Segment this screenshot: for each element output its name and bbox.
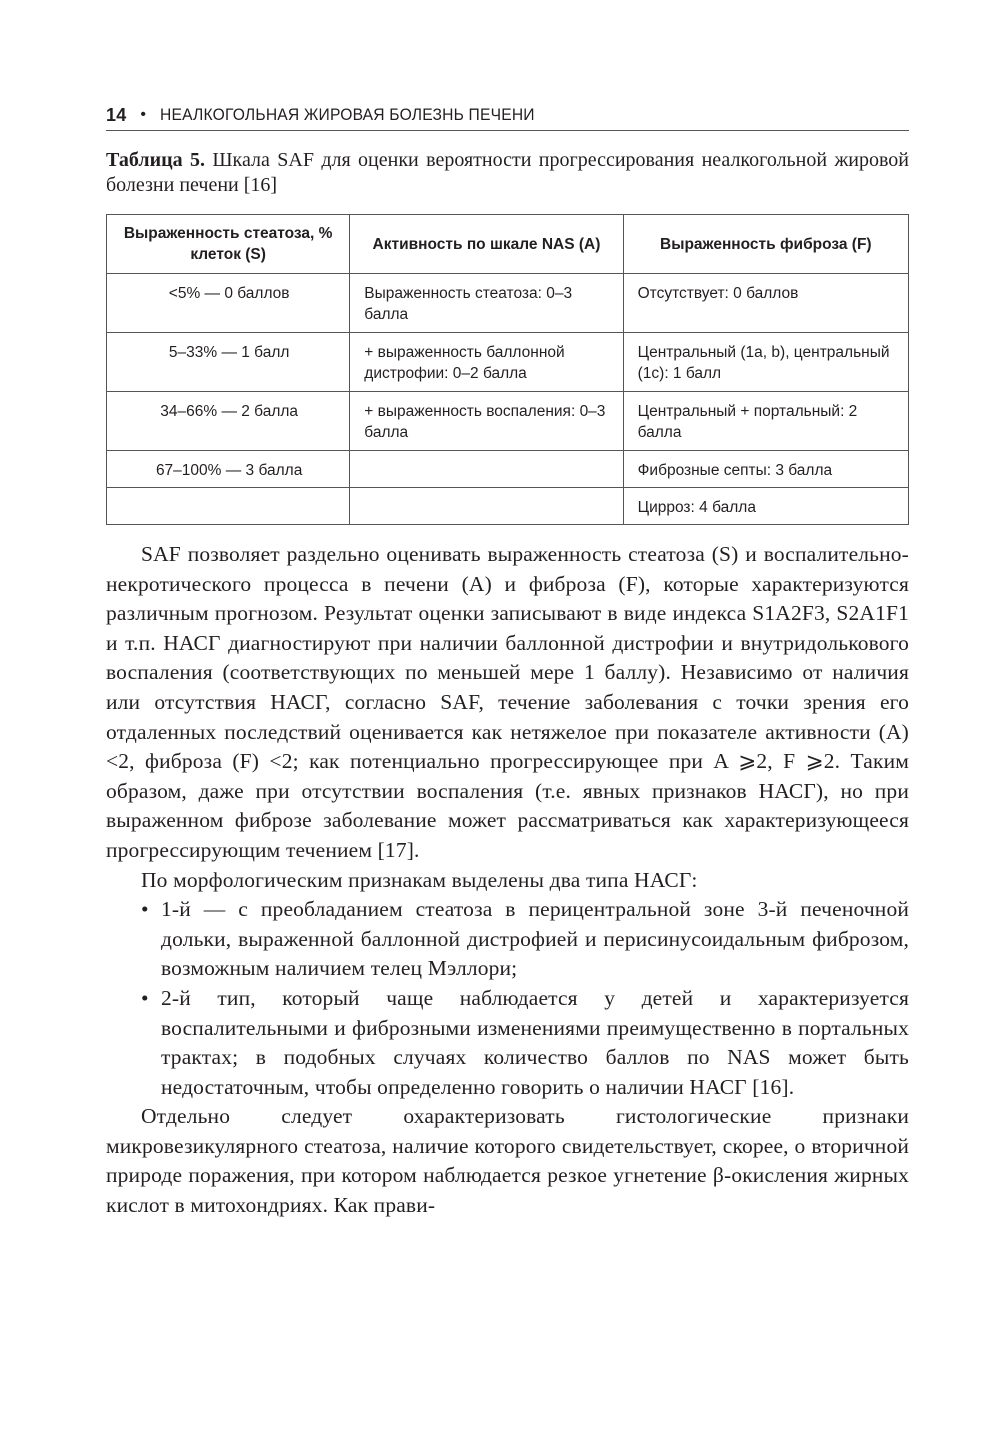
table-cell (350, 451, 623, 488)
table-cell: Цирроз: 4 балла (623, 488, 908, 525)
table-row (107, 451, 909, 488)
saf-table (106, 214, 909, 525)
table-cell: Центральный + портальный: 2 балла (623, 392, 908, 451)
paragraph-nash-types-intro: По морфологическим признакам выделены два типа НАСГ: (141, 867, 698, 892)
table-cell (350, 488, 623, 525)
paragraph-saf-description: SAF позволяет раздельно оценивать выраженность стеатоза (S) и воспалительно-некротического процесса в печени (A) и фиброза (F), которые характеризуются различным прогнозом. Результат оценки записывают в виде индекса S1A2F3, S2A1F1 и т.п. НАСГ диагностируют при наличии баллонной дистрофии и внутридолькового воспаления (соответствующих по меньшей мере 1 баллу). Независимо от наличия или отсутствия НАСГ, согласно SAF, течение заболевания с точки зрения его отдаленных последствий оценивается как нетяжелое при показателе активности (A) <2, фиброза (F) <2; как потенциально прогрессирующее при A ⩾2, F ⩾2. Таким образом, даже при отсутствии воспаления (т.е. явных признаков НАСГ), но при выраженном фиброзе заболевание может рассматриваться как характеризующееся прогрессирующим течением [17]. (106, 542, 909, 862)
bullet-icon: • (141, 985, 149, 1010)
table-cell: + выраженность баллонной дистрофии: 0–2 балла (350, 333, 623, 392)
list-item (106, 984, 909, 1102)
table-row (107, 333, 909, 392)
column-header-steatosis: Выраженность стеатоза, % клеток (S) (107, 215, 350, 274)
table-row (107, 274, 909, 333)
table-row (107, 392, 909, 451)
page-number: 14 (106, 104, 127, 125)
table-header-row (107, 215, 909, 274)
table-cell: 67–100% — 3 балла (107, 451, 350, 488)
column-header-fibrosis: Выраженность фиброза (F) (623, 215, 908, 274)
nash-types-list (106, 895, 909, 1102)
table-cell: Центральный (1a, b), центральный (1c): 1 балл (623, 333, 908, 392)
table-cell: 34–66% — 2 балла (107, 392, 350, 451)
list-item-text: 2-й тип, который чаще наблюдается у детей и характеризуется воспалительными и фиброзными изменениями преимущественно в портальных трактах; в подобных случаях количество баллов по NAS может быть недостаточным, чтобы определенно говорить о наличии НАСГ [16]. (161, 985, 909, 1099)
bullet-icon: • (141, 897, 149, 922)
table-cell (107, 488, 350, 525)
paragraph-microvesicular-steatosis: Отдельно следует охарактеризовать гистологические признаки микровезикулярного стеатоза, наличие которого свидетельствует, скорее, о вторичной природе поражения, при котором наблюдается резкое угнетение β-окисления жирных кислот в митохондриях. Как прави- (106, 1104, 909, 1218)
table-cell: + выраженность воспаления: 0–3 балла (350, 392, 623, 451)
running-header (106, 100, 909, 131)
table-cell: <5% — 0 баллов (107, 274, 350, 333)
table-caption-label: Таблица 5. (106, 149, 205, 171)
list-item (106, 895, 909, 984)
running-title: НЕАЛКОГОЛЬНАЯ ЖИРОВАЯ БОЛЕЗНЬ ПЕЧЕНИ (160, 105, 535, 124)
body-text (106, 540, 909, 1221)
table-cell: 5–33% — 1 балл (107, 333, 350, 392)
table-row (107, 488, 909, 525)
list-item-text: 1-й — с преобладанием стеатоза в перицентральной зоне 3-й печеночной дольки, выраженной баллонной дистрофией и перисинусоидальным фиброзом, возможным наличием телец Мэллори; (161, 897, 909, 981)
table-cell: Фиброзные септы: 3 балла (623, 451, 908, 488)
column-header-activity: Активность по шкале NAS (A) (350, 215, 623, 274)
table-cell: Выраженность стеатоза: 0–3 балла (350, 274, 623, 333)
table-cell: Отсутствует: 0 баллов (623, 274, 908, 333)
header-separator: • (140, 106, 147, 123)
table-caption (106, 148, 909, 198)
table-caption-text: Шкала SAF для оценки вероятности прогрессирования неалкогольной жировой болезни печени [16] (106, 149, 909, 196)
